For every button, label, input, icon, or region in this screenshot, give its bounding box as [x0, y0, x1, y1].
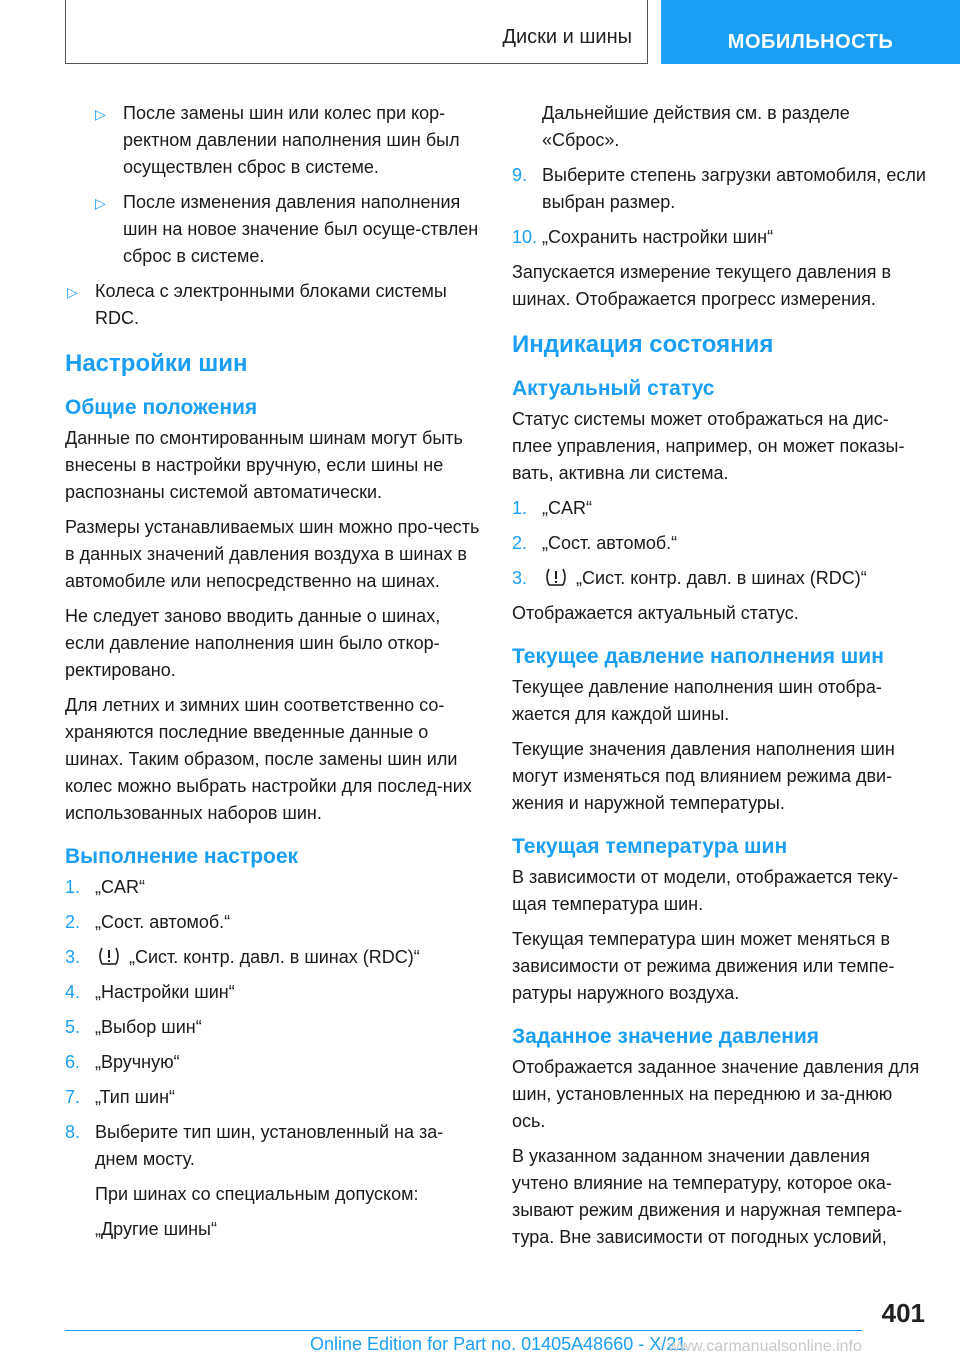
step-text: „Сист. контр. давл. в шинах (RDC)“: [576, 568, 867, 588]
watermark: www.carmanualsonline.info: [668, 1338, 862, 1355]
heading-procedure: Выполнение настроек: [65, 845, 299, 868]
step-item: [65, 874, 480, 901]
step-number: 2.: [512, 533, 528, 553]
step-subtext: При шинах со специальным допуском:: [95, 1184, 419, 1204]
step-text: „Сист. контр. давл. в шинах (RDC)“: [129, 947, 420, 967]
step-subtext: „Другие шины“: [95, 1219, 217, 1239]
step-number: 5.: [65, 1017, 81, 1037]
step-item: [65, 1084, 480, 1111]
step-number: 2.: [65, 912, 81, 932]
status-steps: [512, 495, 927, 592]
procedure-steps-continued: [512, 100, 927, 251]
paragraph: Не следует заново вводить данные о шинах, если давление наполнения шин было откор-ректировано.: [65, 606, 441, 680]
step-text: „Сост. автомоб.“: [95, 912, 231, 932]
step-number: 4.: [65, 982, 81, 1002]
triangle-bullet-icon: ▷: [95, 195, 106, 211]
paragraph: Текущие значения давления наполнения шин могут изменяться под влиянием режима дви-жения и наружной температуры.: [512, 739, 895, 813]
step-number: 9.: [512, 165, 528, 185]
tire-pressure-warning-icon: [97, 946, 121, 966]
paragraph: Размеры устанавливаемых шин можно про-честь в данных значений давления воздуха в шинах в автомобиле или непосредственно на шинах.: [65, 517, 480, 591]
step-item: [65, 944, 480, 971]
step-text: Выберите степень загрузки автомобиля, если выбран размер.: [542, 165, 926, 212]
paragraph: Запускается измерение текущего давления в шинах. Отображается прогресс измерения.: [512, 262, 892, 309]
paragraph: Для летних и зимних шин соответственно со-храняются последние введенные данные о шинах. Таким образом, после замены шин или колес можно выбрать настройки для послед-них использованных наборов шин.: [65, 695, 472, 823]
step-text: „CAR“: [95, 877, 145, 897]
step-item: [512, 162, 927, 216]
paragraph: Отображается актуальный статус.: [512, 603, 799, 623]
page-number: 401: [881, 1298, 925, 1328]
triangle-bullet-icon: ▷: [67, 284, 78, 300]
heading-current-temperature: Текущая температура шин: [512, 835, 788, 858]
step-text: „CAR“: [542, 498, 592, 518]
footer-edition: Online Edition for Part no. 01405A48660 - X/21: [310, 1334, 687, 1354]
step-text: „Тип шин“: [95, 1087, 176, 1107]
procedure-steps: [65, 874, 480, 1243]
step-number: 6.: [65, 1052, 81, 1072]
paragraph: Данные по смонтированным шинам могут быть внесены в настройки вручную, если шины не распознаны системой автоматически.: [65, 428, 463, 502]
paragraph: Статус системы может отображаться на дис-плее управления, например, он может показы-вать, активна ли система.: [512, 409, 905, 483]
right-column: [512, 100, 927, 1259]
chapter-tab: [661, 0, 960, 64]
step-text: „Сохранить настройки шин“: [542, 227, 774, 247]
bullet-item: [65, 278, 480, 332]
step-text: „Настройки шин“: [95, 982, 235, 1002]
bullet-text: После замены шин или колес при кор-ректном давлении наполнения шин был осуществлен сброс в системе.: [123, 103, 460, 177]
bullet-text: Колеса с электронными блоками системы RDC.: [95, 281, 447, 328]
bullet-item: [65, 100, 480, 181]
step-number: 1.: [65, 877, 81, 897]
step-item: [65, 1119, 480, 1243]
chapter-tab-label: МОБИЛЬНОСТЬ: [727, 31, 894, 53]
section-title: Диски и шины: [502, 26, 632, 48]
heading-status-display: Индикация состояния: [512, 331, 774, 358]
step-number: 7.: [65, 1087, 81, 1107]
heading-general: Общие положения: [65, 396, 258, 419]
step-item: [512, 565, 927, 592]
step-item: [65, 979, 480, 1006]
paragraph: Текущее давление наполнения шин отобра-жается для каждой шины.: [512, 677, 882, 724]
step-text: „Выбор шин“: [95, 1017, 202, 1037]
paragraph: В указанном заданном значении давления учтено влияние на температуру, которое ока-зывают режим движения и наружная темпера-тура. Вне зависимости от погодных условий,: [512, 1146, 903, 1247]
paragraph: Текущая температура шин может меняться в зависимости от режима движения или темпе-ратуры наружного воздуха.: [512, 929, 895, 1003]
step-text: Выберите тип шин, установленный на за-днем мосту.: [95, 1122, 444, 1169]
step-number: 1.: [512, 498, 528, 518]
bullet-text: После изменения давления наполнения шин на новое значение был осуще-ствлен сброс в системе.: [123, 192, 479, 266]
footer-divider: [65, 1330, 862, 1331]
step-item: [512, 224, 927, 251]
step-text: „Вручную“: [95, 1052, 180, 1072]
heading-current-status: Актуальный статус: [512, 377, 715, 400]
step-text: Дальнейшие действия см. в разделе «Сброс».: [542, 103, 850, 150]
step-item: [65, 1049, 480, 1076]
bullet-item: [65, 189, 480, 270]
step-item: [65, 1014, 480, 1041]
step-text: „Сост. автомоб.“: [542, 533, 678, 553]
triangle-bullet-icon: ▷: [95, 106, 106, 122]
tire-pressure-warning-icon: [544, 567, 568, 587]
left-column: [65, 100, 480, 1251]
step-item: [65, 909, 480, 936]
step-number: 3.: [512, 568, 528, 588]
step-continuation: [512, 100, 927, 154]
paragraph: Отображается заданное значение давления для шин, установленных на переднюю и за-днюю ось.: [512, 1057, 920, 1131]
step-item: [512, 495, 927, 522]
heading-target-pressure: Заданное значение давления: [512, 1025, 820, 1048]
step-number: 8.: [65, 1122, 81, 1142]
step-item: [512, 530, 927, 557]
heading-tire-settings: Настройки шин: [65, 350, 248, 377]
step-number: 3.: [65, 947, 81, 967]
heading-current-pressure: Текущее давление наполнения шин: [512, 645, 884, 668]
step-number: 10.: [512, 227, 538, 247]
paragraph: В зависимости от модели, отображается теку-щая температура шин.: [512, 867, 899, 914]
